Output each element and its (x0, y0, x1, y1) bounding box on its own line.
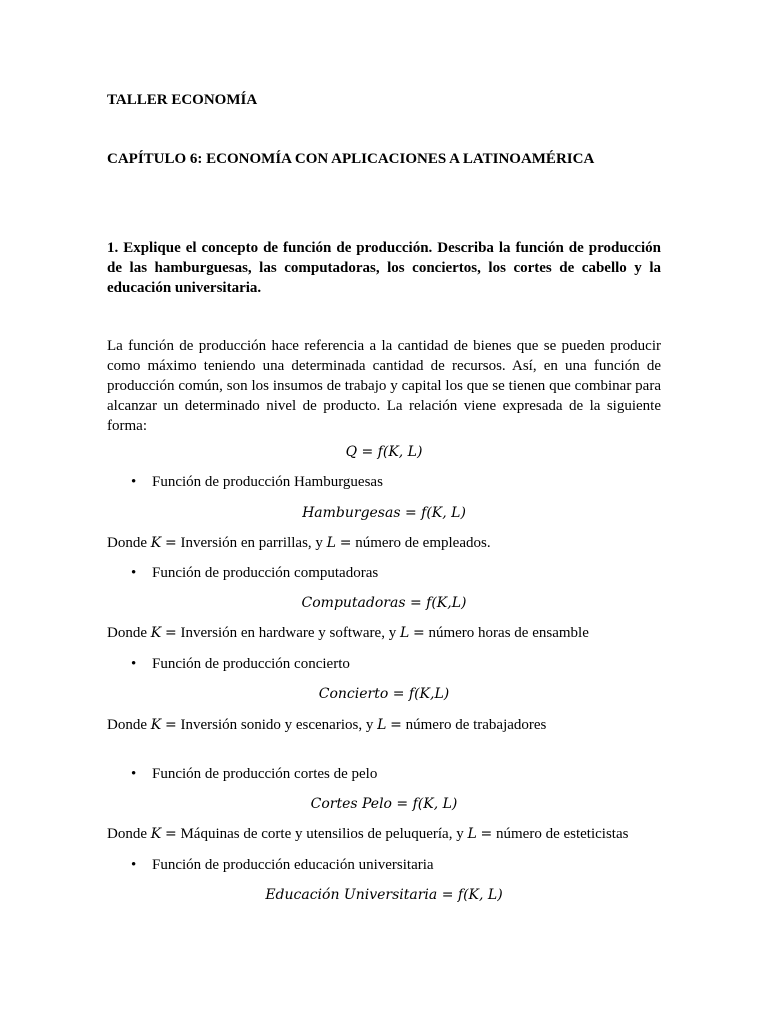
bullet-icon: • (131, 766, 137, 782)
bullet-text: Función de producción educación universitaria (152, 857, 434, 873)
bullet-computadoras (131, 565, 378, 582)
donde-cortes-pelo: Donde K = Máquinas de corte y utensilios de peluquería, y L = número de esteticistas (107, 826, 629, 842)
equation-hamburguesas: Hamburgesas = f(K, L) (302, 505, 466, 521)
bullet-icon: • (131, 656, 137, 672)
donde-hamburguesas: Donde K = Inversión en parrillas, y L = número de empleados. (107, 535, 491, 551)
bullet-text: Función de producción concierto (152, 656, 350, 672)
equation-concierto: Concierto = f(K,L) (318, 686, 450, 702)
bullet-educacion (131, 857, 434, 874)
chapter-heading: CAPÍTULO 6: ECONOMÍA CON APLICACIONES A LATINOAMÉRICA (107, 151, 595, 167)
equation-computadoras: Computadoras = f(K,L) (301, 595, 467, 611)
equation-educacion: Educación Universitaria = f(K, L) (265, 887, 503, 903)
bullet-hamburguesas (131, 474, 383, 491)
bullet-icon: • (131, 474, 137, 490)
main-equation: Q = f(K, L) (345, 444, 423, 460)
bullet-icon: • (131, 857, 137, 873)
bullet-cortes-pelo (131, 766, 377, 783)
intro-paragraph: La función de producción hace referencia a la cantidad de bienes que se pueden producir como máximo teniendo una determinada cantidad de recursos. Así, en una función de producción común, son los insumos de trabajo y capital los que se tienen que combinar para alcanzar un determinado nivel de producto. La relación viene expresada de la siguiente forma: (107, 338, 661, 434)
donde-computadoras: Donde K = Inversión en hardware y software, y L = número horas de ensamble (107, 625, 589, 641)
bullet-text: Función de producción cortes de pelo (152, 766, 378, 782)
bullet-text: Función de producción Hamburguesas (152, 474, 383, 490)
bullet-text: Función de producción computadoras (152, 565, 379, 581)
bullet-concierto (131, 656, 350, 673)
document-title: TALLER ECONOMÍA (107, 92, 258, 108)
bullet-icon: • (131, 565, 137, 581)
question-1: 1. Explique el concepto de función de producción. Describa la función de producción de las hamburguesas, las computadoras, los conciertos, los cortes de cabello y la educación universitaria. (107, 240, 661, 296)
donde-concierto: Donde K = Inversión sonido y escenarios, y L = número de trabajadores (107, 717, 547, 733)
equation-cortes-pelo: Cortes Pelo = f(K, L) (310, 796, 458, 812)
